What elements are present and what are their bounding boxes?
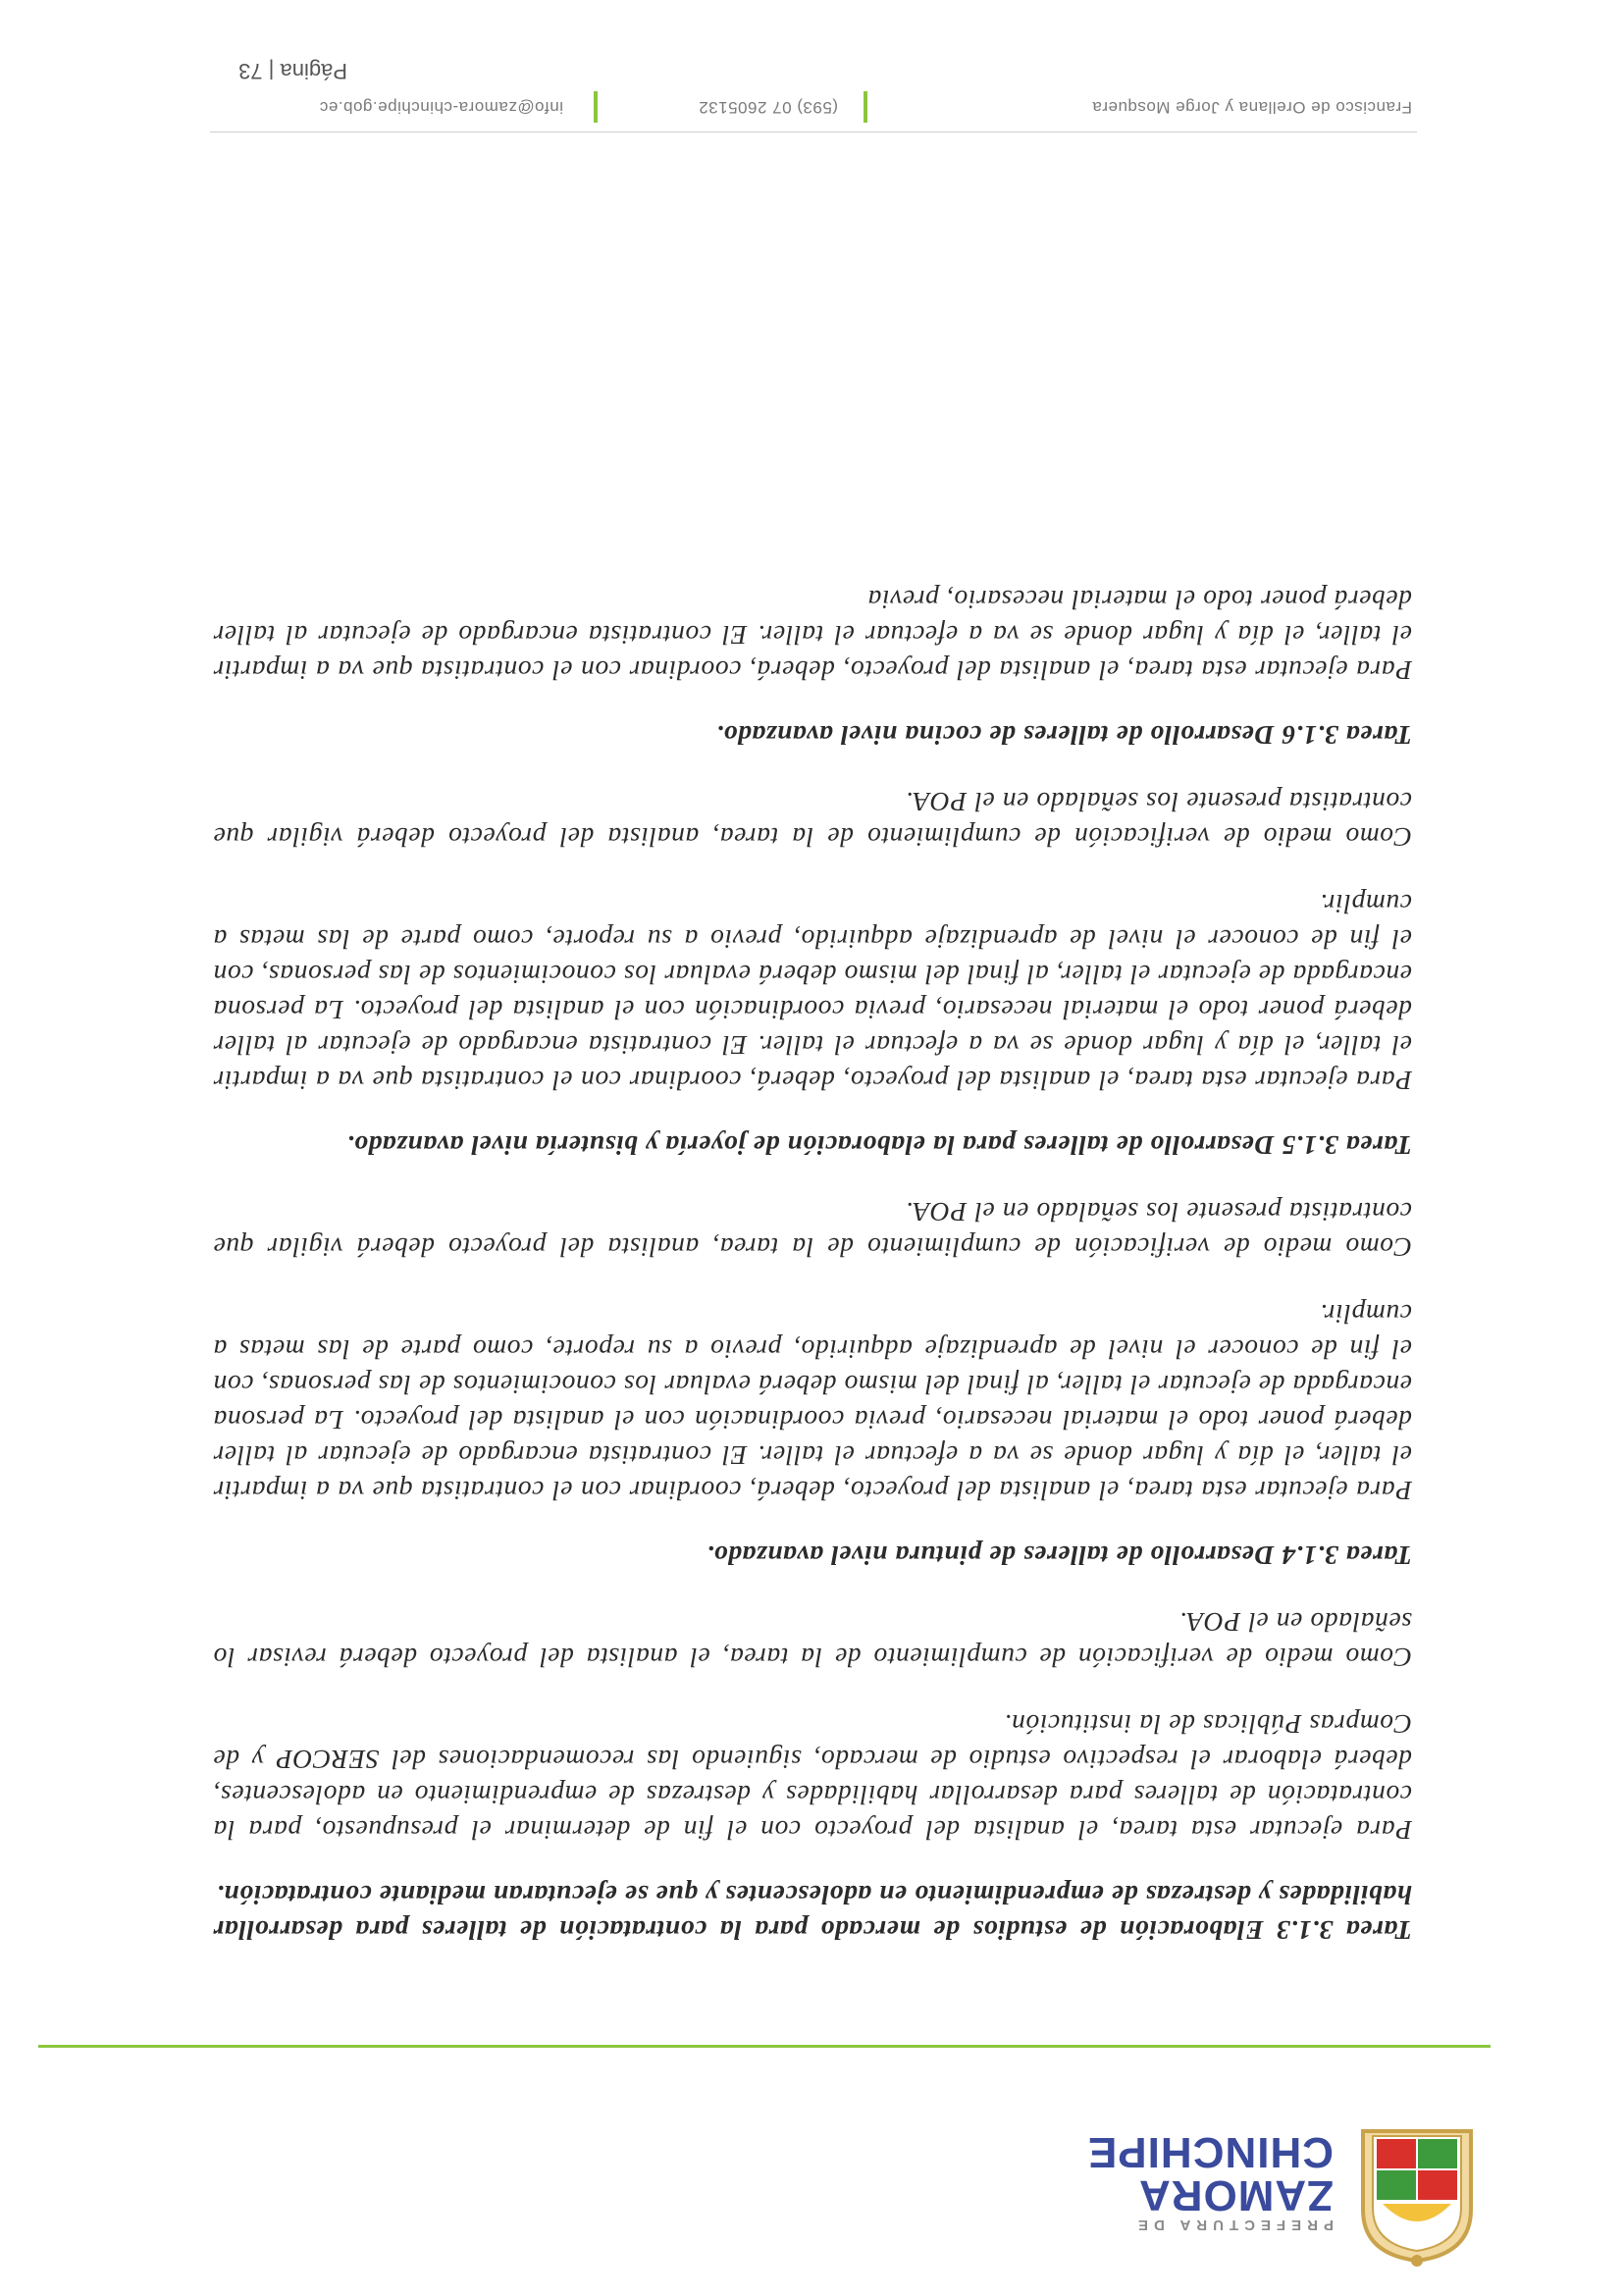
body-paragraph: Para ejecutar esta tarea, el analista del proyecto, deberá, coordinar con el contratista que va a impartir el taller, el día y lugar donde se va a efectuar el taller. El contratista encargado de ejecutar al taller deberá poner todo el material necesario, previa — [213, 585, 1412, 686]
prefecture-logo-text — [1087, 2130, 1334, 2233]
page-footer — [210, 54, 1417, 132]
logo-line-chinchipe: CHINCHIPE — [1086, 2128, 1334, 2176]
body-paragraph: Como medio de verificación de cumplimiento de la tarea, el analista del proyecto deberá revisar lo señalado en el POA. — [213, 1607, 1412, 1673]
task-heading: Tarea 3.1.4 Desarrollo de talleres de pintura nivel avanzado. — [706, 1540, 1412, 1571]
body-paragraph: Como medio de verificación de cumplimiento de la tarea, analista del proyecto deberá vigilar que contratista presente los señalado en el POA. — [213, 1197, 1412, 1263]
footer-phone: (593) 07 2605132 — [698, 98, 838, 117]
logo-line-prefectura: PREFECTURA DE — [1132, 2217, 1334, 2233]
logo-line-zamora: ZAMORA — [1137, 2171, 1334, 2219]
body-paragraph: Como medio de verificación de cumplimiento de la tarea, analista del proyecto deberá vigilar que contratista presente los señalado en el POA. — [213, 787, 1412, 853]
task-heading: Tarea 3.1.6 Desarrollo de talleres de cocina nivel avanzado. — [715, 720, 1412, 751]
page-header — [38, 2053, 1491, 2269]
footer-email: info@zamora-chinchipe.gob.ec — [319, 98, 563, 117]
footer-separator — [864, 91, 867, 123]
body-paragraph: Para ejecutar esta tarea, el analista del proyecto, deberá, coordinar con el contratista que va a impartir el taller, el día y lugar donde se va a efectuar el taller. El contratista encargado de ejecutar al taller deberá poner todo el material necesario, previa coordinación con el analista del proyecto. La persona encargada de ejecutar el taller, al final del mismo deberá evaluar los conocimientos de las personas, con el fin de conocer el nivel de aprendizaje adquirido, previo a su reporte, como parte de las metas a cumplir. — [213, 1299, 1412, 1506]
task-heading: Tarea 3.1.3 Elaboración de estudios de mercado para la contratación de talleres para desarrollar habilidades y destrezas de emprendimiento en adolescentes y que se ejecutaran mediante contratación. — [213, 1880, 1412, 1946]
document-body — [213, 550, 1412, 1948]
footer-divider — [210, 131, 1417, 132]
header-divider — [38, 2045, 1491, 2048]
body-paragraph: Para ejecutar esta tarea, el analista del proyecto con el fin de determinar el presupuesto, para la contratación de talleres para desarrollar habilidades y destrezas de emprendimiento en adolescentes, deberá elaborar el respectivo estudio de mercado, siguiendo las recomendaciones del SERCOP y de Compras Públicas de la institución. — [213, 1709, 1412, 1846]
footer-address: Francisco de Orellana y Jorge Mosquera — [1091, 98, 1412, 117]
prefecture-shield-icon — [1343, 2121, 1491, 2269]
footer-separator — [594, 91, 598, 123]
body-paragraph: Para ejecutar esta tarea, el analista del proyecto, deberá, coordinar con el contratista que va a impartir el taller, el día y lugar donde se va a efectuar el taller. El contratista encargado de ejecutar al taller deberá poner todo el material necesario, previa coordinación con el analista del proyecto. La persona encargada de ejecutar el taller, al final del mismo deberá evaluar los conocimientos de las personas, con el fin de conocer el nivel de aprendizaje adquirido, previo a su reporte, como parte de las metas a cumplir. — [213, 889, 1412, 1096]
page-number: Página | 73 — [238, 59, 347, 83]
task-heading: Tarea 3.1.5 Desarrollo de talleres para la elaboración de joyería y bisutería nivel avanzado. — [346, 1130, 1412, 1161]
